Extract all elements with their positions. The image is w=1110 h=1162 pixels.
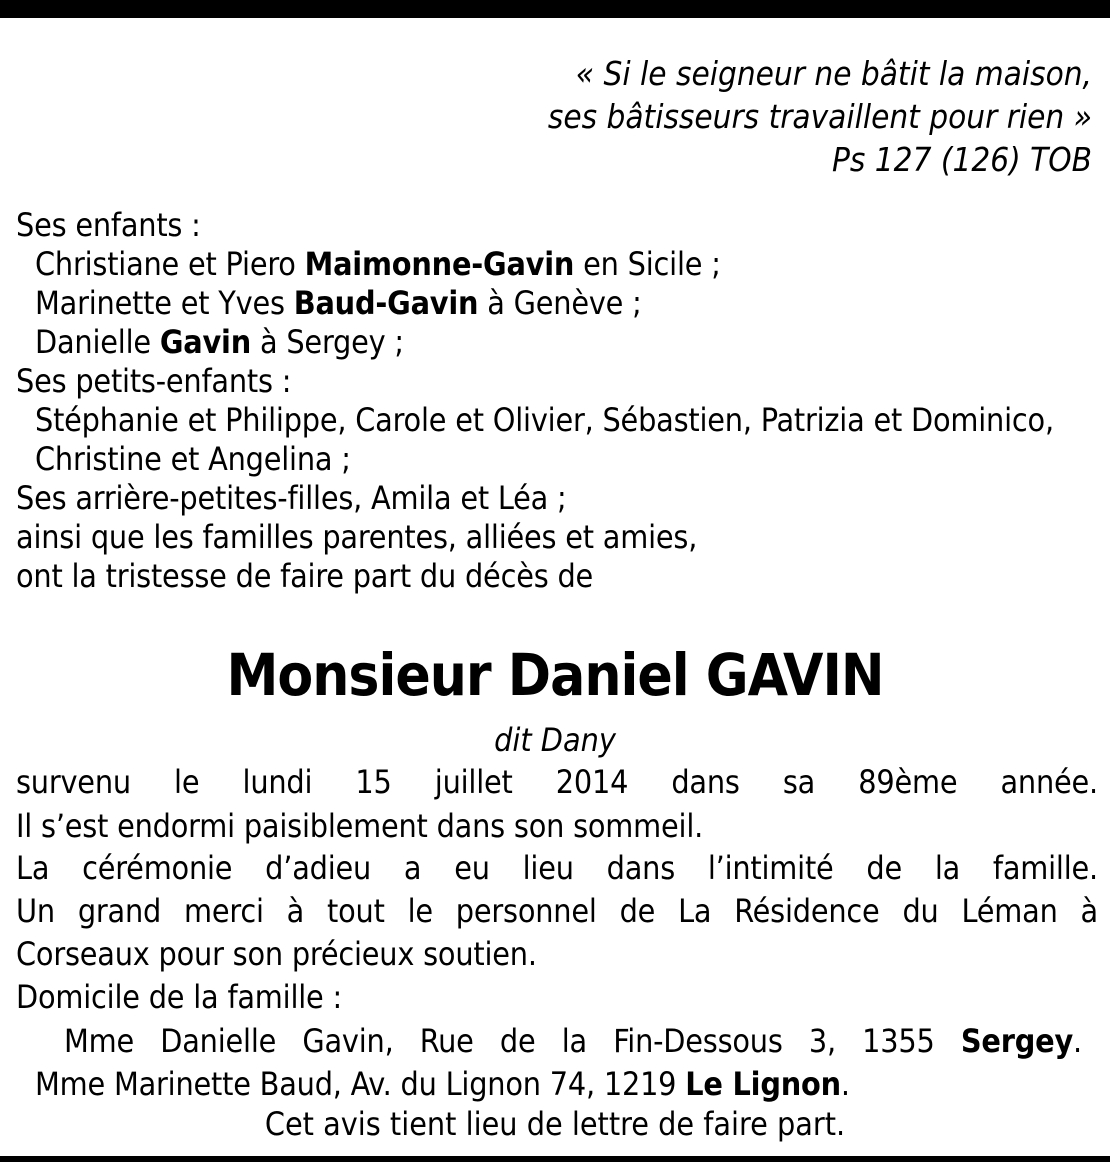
- top-border: [0, 0, 1110, 18]
- child-3-location: à Sergey ;: [251, 323, 404, 361]
- epigraph-line-1: « Si le seigneur ne bâtit la maison,: [575, 54, 1092, 93]
- deceased-name: Monsieur Daniel GAVIN: [226, 641, 884, 709]
- thanks-line-1: Un grand merci à tout le personnel de La Résidence du Léman à: [16, 892, 1098, 930]
- address-1-end: .: [1073, 1022, 1082, 1060]
- grandchildren-line-2: Christine et Angelina ;: [35, 440, 351, 478]
- address-2-end: .: [840, 1065, 850, 1103]
- closing-line: Cet avis tient lieu de lettre de faire part.: [264, 1105, 846, 1143]
- address-2-city: Le Lignon: [685, 1065, 841, 1103]
- relatives-line: ainsi que les familles parentes, alliées et amies,: [16, 518, 698, 556]
- child-2-surname: Baud-Gavin: [293, 284, 479, 322]
- thanks-line-2: Corseaux pour son précieux soutien.: [16, 935, 537, 973]
- epigraph-line-2: ses bâtisseurs travaillent pour rien »: [547, 97, 1092, 136]
- children-heading: Ses enfants :: [16, 206, 201, 244]
- epigraph-reference: Ps 127 (126) TOB: [832, 140, 1092, 179]
- epigraph: [332, 52, 1092, 181]
- address-line-2: [35, 1064, 850, 1104]
- ceremony-line: La cérémonie d’adieu a eu lieu dans l’intimité de la famille.: [16, 849, 1098, 887]
- child-1-first-names: Christiane et Piero: [35, 245, 305, 283]
- child-line-2: [35, 283, 642, 323]
- child-1-surname: Maimonne-Gavin: [304, 245, 575, 283]
- address-1-street: Mme Danielle Gavin, Rue de la Fin-Dessous 3, 1355: [64, 1022, 961, 1060]
- child-line-3: [35, 322, 404, 362]
- child-line-1: [35, 244, 721, 284]
- address-2-street: Mme Marinette Baud, Av. du Lignon 74, 1219: [35, 1065, 686, 1103]
- sleep-line: Il s’est endormi paisiblement dans son sommeil.: [16, 807, 704, 845]
- address-line-1: [64, 1021, 1082, 1061]
- child-3-first-names: Danielle: [35, 323, 160, 361]
- child-2-location: à Genève ;: [478, 284, 642, 322]
- child-2-first-names: Marinette et Yves: [35, 284, 294, 322]
- address-1-city: Sergey: [960, 1022, 1074, 1060]
- great-grandchildren-line: Ses arrière-petites-filles, Amila et Léa ;: [16, 479, 567, 517]
- bottom-border: [0, 1156, 1110, 1162]
- child-1-location: en Sicile ;: [574, 245, 721, 283]
- child-3-surname: Gavin: [159, 323, 252, 361]
- deceased-nickname: dit Dany: [494, 721, 616, 759]
- grandchildren-line-1: Stéphanie et Philippe, Carole et Olivier, Sébastien, Patrizia et Dominico,: [35, 401, 1054, 439]
- announcement-line: ont la tristesse de faire part du décès de: [16, 557, 594, 595]
- death-date-line: survenu le lundi 15 juillet 2014 dans sa 89ème année.: [16, 763, 1098, 801]
- grandchildren-heading: Ses petits-enfants :: [16, 362, 292, 400]
- domicile-heading: Domicile de la famille :: [16, 978, 343, 1016]
